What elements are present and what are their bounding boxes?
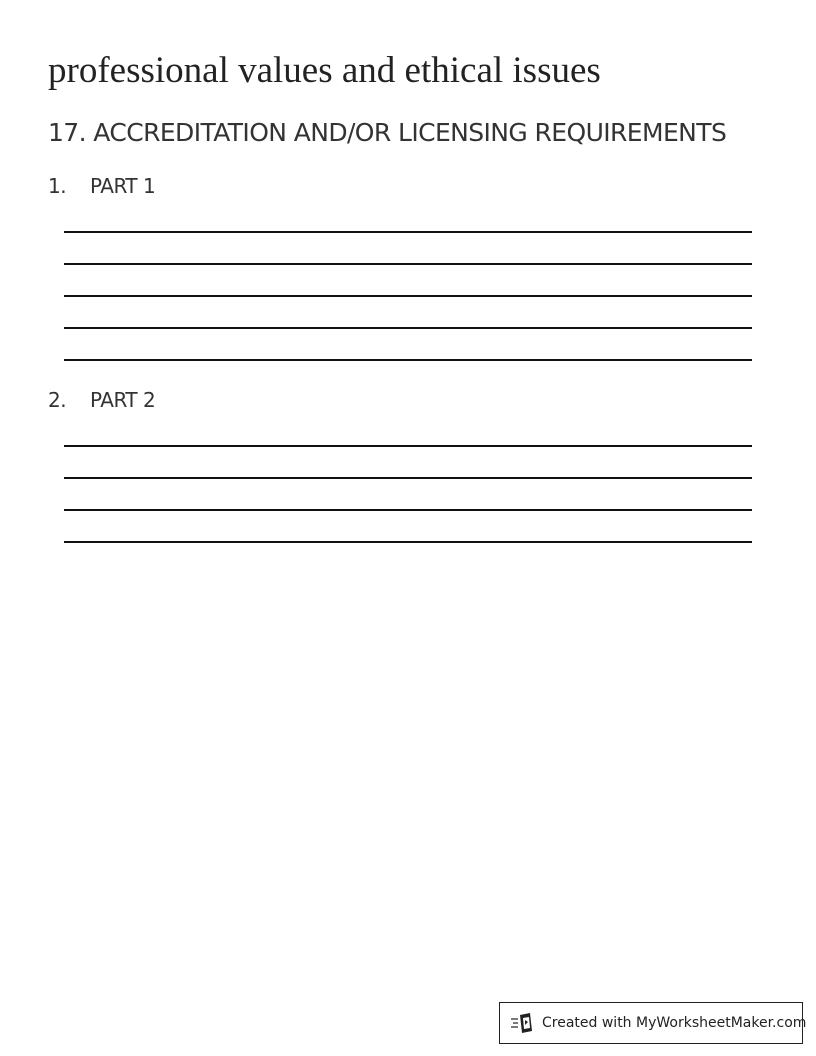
part-1-label-row — [48, 172, 768, 200]
part-1-answer-line-2[interactable] — [64, 263, 752, 265]
worksheet-maker-logo-icon — [510, 1011, 536, 1035]
part-2-answer-line-2[interactable] — [64, 477, 752, 479]
part-2-number: 2. — [48, 388, 67, 412]
part-1-answer-line-5[interactable] — [64, 359, 752, 361]
part-1-number: 1. — [48, 174, 67, 198]
footer-badge[interactable] — [499, 1002, 807, 1044]
part-2-answer-line-4[interactable] — [64, 541, 752, 543]
part-2-answer-line-1[interactable] — [64, 445, 752, 447]
page-title: professional values and ethical issues — [48, 50, 601, 91]
part-2-label: PART 2 — [90, 388, 156, 412]
part-2-answer-line-3[interactable] — [64, 509, 752, 511]
footer-text: Created with MyWorksheetMaker.com — [542, 1015, 807, 1031]
part-2 — [48, 386, 768, 414]
part-1-answer-line-1[interactable] — [64, 231, 752, 233]
part-1-answer-line-3[interactable] — [64, 295, 752, 297]
part-2-label-row — [48, 386, 768, 414]
part-1-label: PART 1 — [90, 174, 156, 198]
section-heading: 17. ACCREDITATION AND/OR LICENSING REQUIREMENTS — [48, 118, 727, 147]
part-1-answer-line-4[interactable] — [64, 327, 752, 329]
part-1 — [48, 172, 768, 200]
